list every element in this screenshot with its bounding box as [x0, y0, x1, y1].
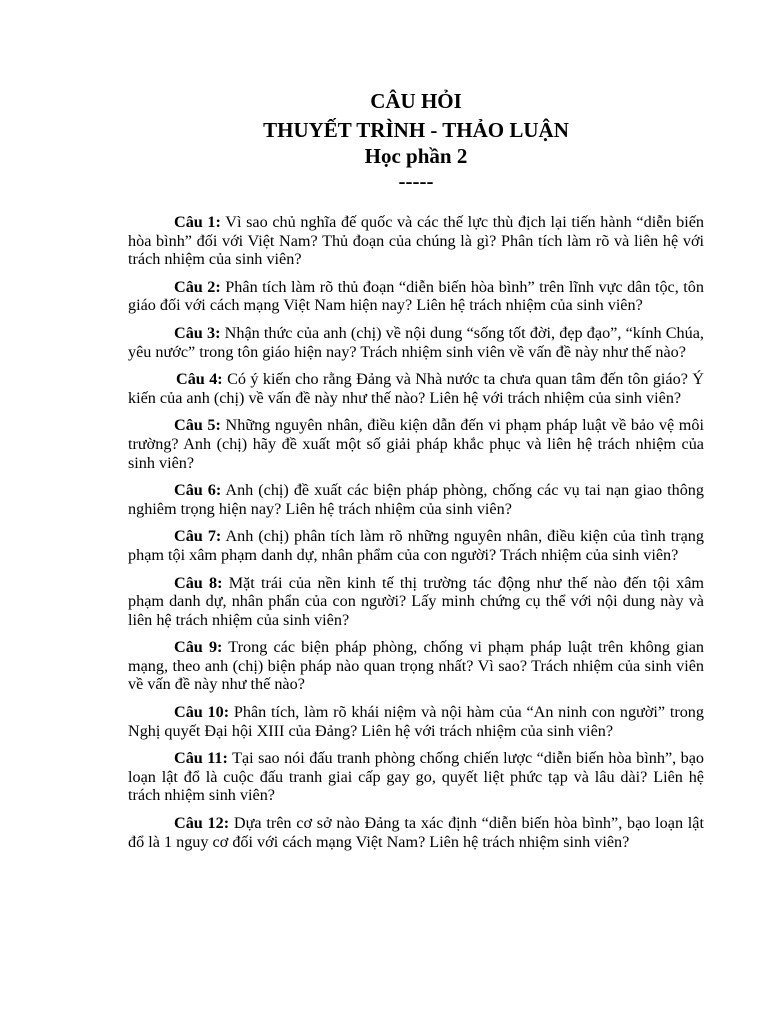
- question-text: Trong các biện pháp phòng, chống vi phạm pháp luật trên không gian mạng, theo anh (chị) biện pháp nào quan trọng nhất? Vì sao? Trách nhiệm của sinh viên về vấn đề này như thế nào?: [128, 638, 704, 694]
- question-item: [128, 814, 704, 851]
- header-divider: -----: [398, 169, 434, 193]
- question-item: [128, 370, 704, 407]
- question-text: Phân tích, làm rõ khái niệm và nội hàm của “An ninh con người” trong Nghị quyết Đại hội XIII của Đảng? Liên hệ với trách nhiệm của sinh viên?: [128, 703, 704, 740]
- question-label: Câu 3:: [174, 323, 221, 342]
- question-label: Câu 12:: [174, 814, 230, 833]
- question-text: Mặt trái của nền kinh tế thị trường tác động như thế nào đến tội xâm phạm danh dự, nhân phẩn của con người? Lấy minh chứng cụ thể với nội dung này và liên hệ trách nhiệm của sinh viên?: [128, 573, 704, 629]
- document-page: [128, 88, 704, 860]
- course-module-label: Học phần 2: [364, 144, 468, 168]
- question-item: [128, 527, 704, 564]
- question-text: Vì sao chủ nghĩa đế quốc và các thế lực thù địch lại tiến hành “diễn biến hòa bình” đối với Việt Nam? Thủ đoạn của chúng là gì? Phân tích làm rõ và liên hệ với trách nhiệm của sinh viên?: [128, 213, 704, 269]
- question-label: Câu 7:: [174, 527, 222, 546]
- question-text: Nhận thức của anh (chị) về nội dung “sống tốt đời, đẹp đạo”, “kính Chúa, yêu nước” trong tôn giáo hiện nay? Trách nhiệm sinh viên về vấn đề này như thế nào?: [128, 323, 704, 361]
- question-item: [128, 574, 704, 630]
- question-item: [128, 481, 704, 518]
- question-label: Câu 1:: [174, 213, 221, 231]
- question-text: Anh (chị) đề xuất các biện pháp phòng, chống các vụ tai nạn giao thông nghiêm trọng hiện nay? Liên hệ trách nhiệm của sinh viên?: [128, 481, 704, 518]
- question-label: Câu 9:: [174, 638, 223, 657]
- question-item: [128, 213, 704, 269]
- question-item: [128, 324, 704, 361]
- document-title: CÂU HỎI: [370, 89, 462, 113]
- document-subtitle: THUYẾT TRÌNH - THẢO LUẬN: [263, 118, 569, 142]
- question-text: Những nguyên nhân, điều kiện dẫn đến vi phạm pháp luật về bảo vệ môi trường? Anh (chị) hãy đề xuất một số giải pháp khắc phục và liên hệ trách nhiệm của sinh viên?: [128, 416, 704, 472]
- question-text: Dựa trên cơ sở nào Đảng ta xác định “diễn biến hòa bình”, bạo loạn lật đổ là 1 nguy cơ đối với cách mạng Việt Nam? Liên hệ trách nhiệm sinh viên?: [128, 814, 704, 851]
- question-label: Câu 5:: [174, 416, 221, 435]
- question-label: Câu 2:: [174, 277, 221, 296]
- question-label: Câu 10:: [174, 703, 230, 722]
- question-label: Câu 11:: [174, 749, 228, 768]
- question-list: [128, 213, 704, 851]
- question-item: [128, 749, 704, 805]
- question-item: [128, 638, 704, 694]
- question-item: [128, 703, 704, 740]
- question-label: Câu 8:: [174, 573, 223, 592]
- question-text: Phân tích làm rõ thủ đoạn “diễn biến hòa bình” trên lĩnh vực dân tộc, tôn giáo đối với cách mạng Việt Nam hiện nay? Liên hệ trách nhiệm của sinh viên?: [128, 277, 704, 315]
- question-text: Có ý kiến cho rằng Đảng và Nhà nước ta chưa quan tâm đến tôn giáo? Ý kiến của anh (chị) về vấn đề này như thế nào? Liên hệ với trách nhiệm của sinh viên?: [128, 370, 704, 407]
- document-header: [128, 88, 704, 193]
- question-item: [128, 278, 704, 315]
- question-item: [128, 416, 704, 472]
- question-text: Anh (chị) phân tích làm rõ những nguyên nhân, điều kiện của tình trạng phạm tội xâm phạm danh dự, nhân phẩm của con người? Trách nhiệm của sinh viên?: [128, 527, 704, 564]
- question-label: Câu 6:: [174, 481, 222, 500]
- question-text: Tại sao nói đấu tranh phòng chống chiến lược “diễn biến hòa bình”, bạo loạn lật đổ là cuộc đấu tranh giai cấp gay go, quyết liệt phức tạp và lâu dài? Liên hệ trách nhiệm sinh viên?: [128, 749, 704, 805]
- question-label: Câu 4:: [176, 370, 223, 389]
